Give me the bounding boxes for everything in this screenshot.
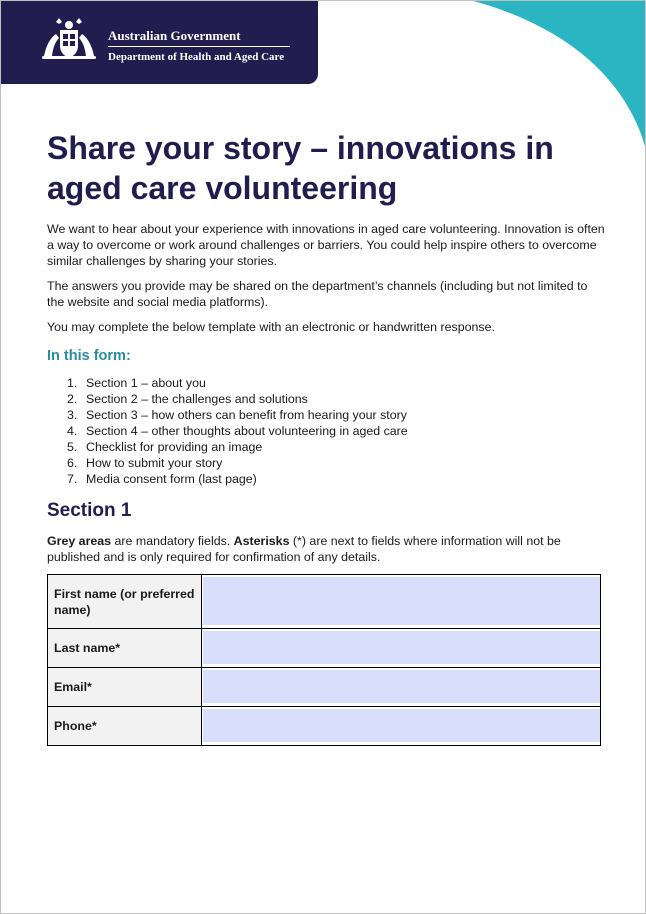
section-1-heading: Section 1 [47,500,132,521]
toc-item: 3. Section 3 – how others can benefit from hearing your story [67,408,407,422]
toc-item: 7. Media consent form (last page) [67,472,257,486]
email-label: Email* [48,668,202,707]
toc-item: 2. Section 2 – the challenges and solutions [67,392,308,406]
last-name-field[interactable] [202,629,601,668]
mandatory-fields-note: Grey areas are mandatory fields. Asterisks (*) are next to fields where information will not be published and is only required for confirmation of any details. [47,534,561,564]
first-name-field[interactable] [202,575,601,629]
intro-paragraph-2: The answers you provide may be shared on the department’s channels (including but not limited to the website and social media platforms). [47,279,588,309]
header-divider [108,46,290,47]
government-name: Australian Government [108,28,241,43]
toc-item: 4. Section 4 – other thoughts about volunteering in aged care [67,424,408,438]
intro-paragraph-1: We want to hear about your experience with innovations in aged care volunteering. Innovation is often a way to overcome or work around challenges or barriers. You could help inspire others to overcome similar challenges by sharing your stories. [47,222,605,268]
table-row [48,629,601,668]
toc-item: 1. Section 1 – about you [67,376,206,390]
toc-item: 5. Checklist for providing an image [67,440,263,454]
phone-label: Phone* [48,707,202,746]
about-you-form-table [47,574,601,746]
table-row [48,707,601,746]
phone-field[interactable] [202,707,601,746]
table-of-contents [67,375,408,487]
government-banner [0,0,318,84]
page-title: Share your story – innovations in aged care volunteering [47,130,554,206]
email-field[interactable] [202,668,601,707]
last-name-label: Last name* [48,629,202,668]
toc-item: 6. How to submit your story [67,456,223,470]
table-row [48,575,601,629]
toc-heading: In this form: [47,348,131,364]
coat-of-arms-icon [38,16,100,64]
department-name: Department of Health and Aged Care [108,51,285,63]
first-name-label: First name (or preferred name) [48,575,202,629]
intro-paragraph-3: You may complete the below template with an electronic or handwritten response. [47,320,495,334]
table-row [48,668,601,707]
